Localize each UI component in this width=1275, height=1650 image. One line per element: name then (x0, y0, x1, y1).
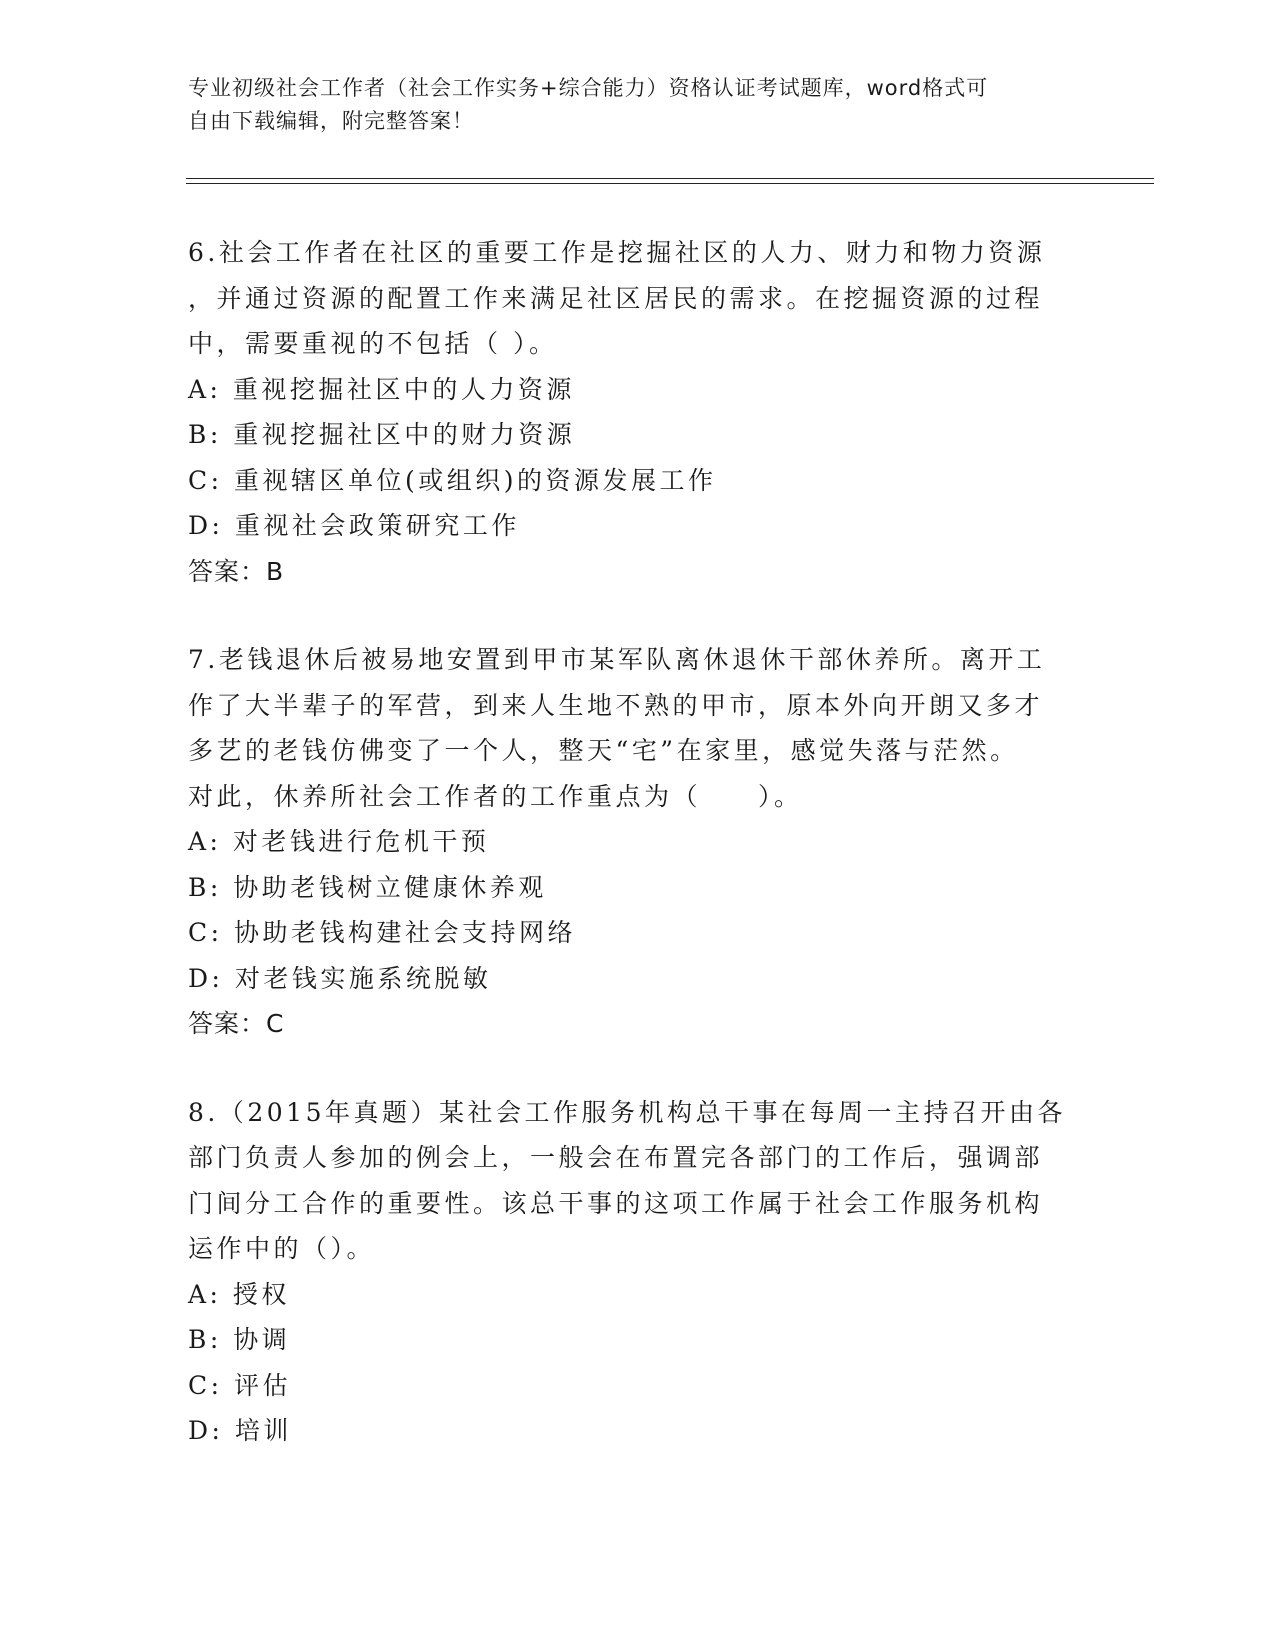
option-d: D: 重视社会政策研究工作 (188, 511, 520, 540)
option-c: C: 协助老钱构建社会支持网络 (188, 918, 576, 947)
option-c: C: 重视辖区单位(或组织)的资源发展工作 (188, 465, 717, 495)
question-text: 7.老钱退休后被易地安置到甲市某军队离休退休干部休养所。离开工 作了大半辈子的军营，到来人生地不熟的甲市，原本外向开朗又多才 多艺的老钱仿佛变了一个人，整天“宅”在家里，感觉失落与茫然。 对此，休养所社会工作者的工作重点为（ ）。 (188, 645, 1046, 811)
header-divider-top (186, 178, 1154, 179)
option-b: B: 重视挖掘社区中的财力资源 (188, 420, 576, 449)
header-line-1: 专业初级社会工作者（社会工作实务+综合能力）资格认证考试题库，word格式可 (188, 76, 989, 100)
option-d: D: 对老钱实施系统脱敏 (188, 963, 492, 993)
question-7 (188, 637, 1088, 1047)
option-b: B: 协助老钱树立健康休养观 (188, 872, 547, 902)
answer: 答案：C (188, 1009, 285, 1038)
option-a: A: 对老钱进行危机干预 (188, 827, 490, 856)
question-text: 6.社会工作者在社区的重要工作是挖掘社区的人力、财力和物力资源 ，并通过资源的配置工作来满足社区居民的需求。在挖掘资源的过程 中，需要重视的不包括（ ）。 (188, 238, 1046, 358)
question-list (188, 230, 1088, 1497)
option-b: B: 协调 (188, 1325, 291, 1354)
option-c: C: 评估 (188, 1370, 291, 1400)
question-8 (188, 1090, 1088, 1454)
question-text: 8.（2015年真题）某社会工作服务机构总干事在每周一主持召开由各 部门负责人参加的例会上，一般会在布置完各部门的工作后，强调部 门间分工合作的重要性。该总干事的这项工作属于社会工作服务机构 运作中的（）。 (188, 1097, 1066, 1263)
option-d: D: 培训 (188, 1416, 292, 1445)
header-divider-bottom (186, 183, 1154, 184)
option-a: A: 重视挖掘社区中的人力资源 (188, 374, 575, 404)
answer: 答案：B (188, 556, 285, 586)
question-6 (188, 230, 1088, 594)
document-header (188, 72, 1088, 138)
header-line-2: 自由下载编辑，附完整答案！ (188, 109, 474, 133)
option-a: A: 授权 (188, 1279, 290, 1309)
